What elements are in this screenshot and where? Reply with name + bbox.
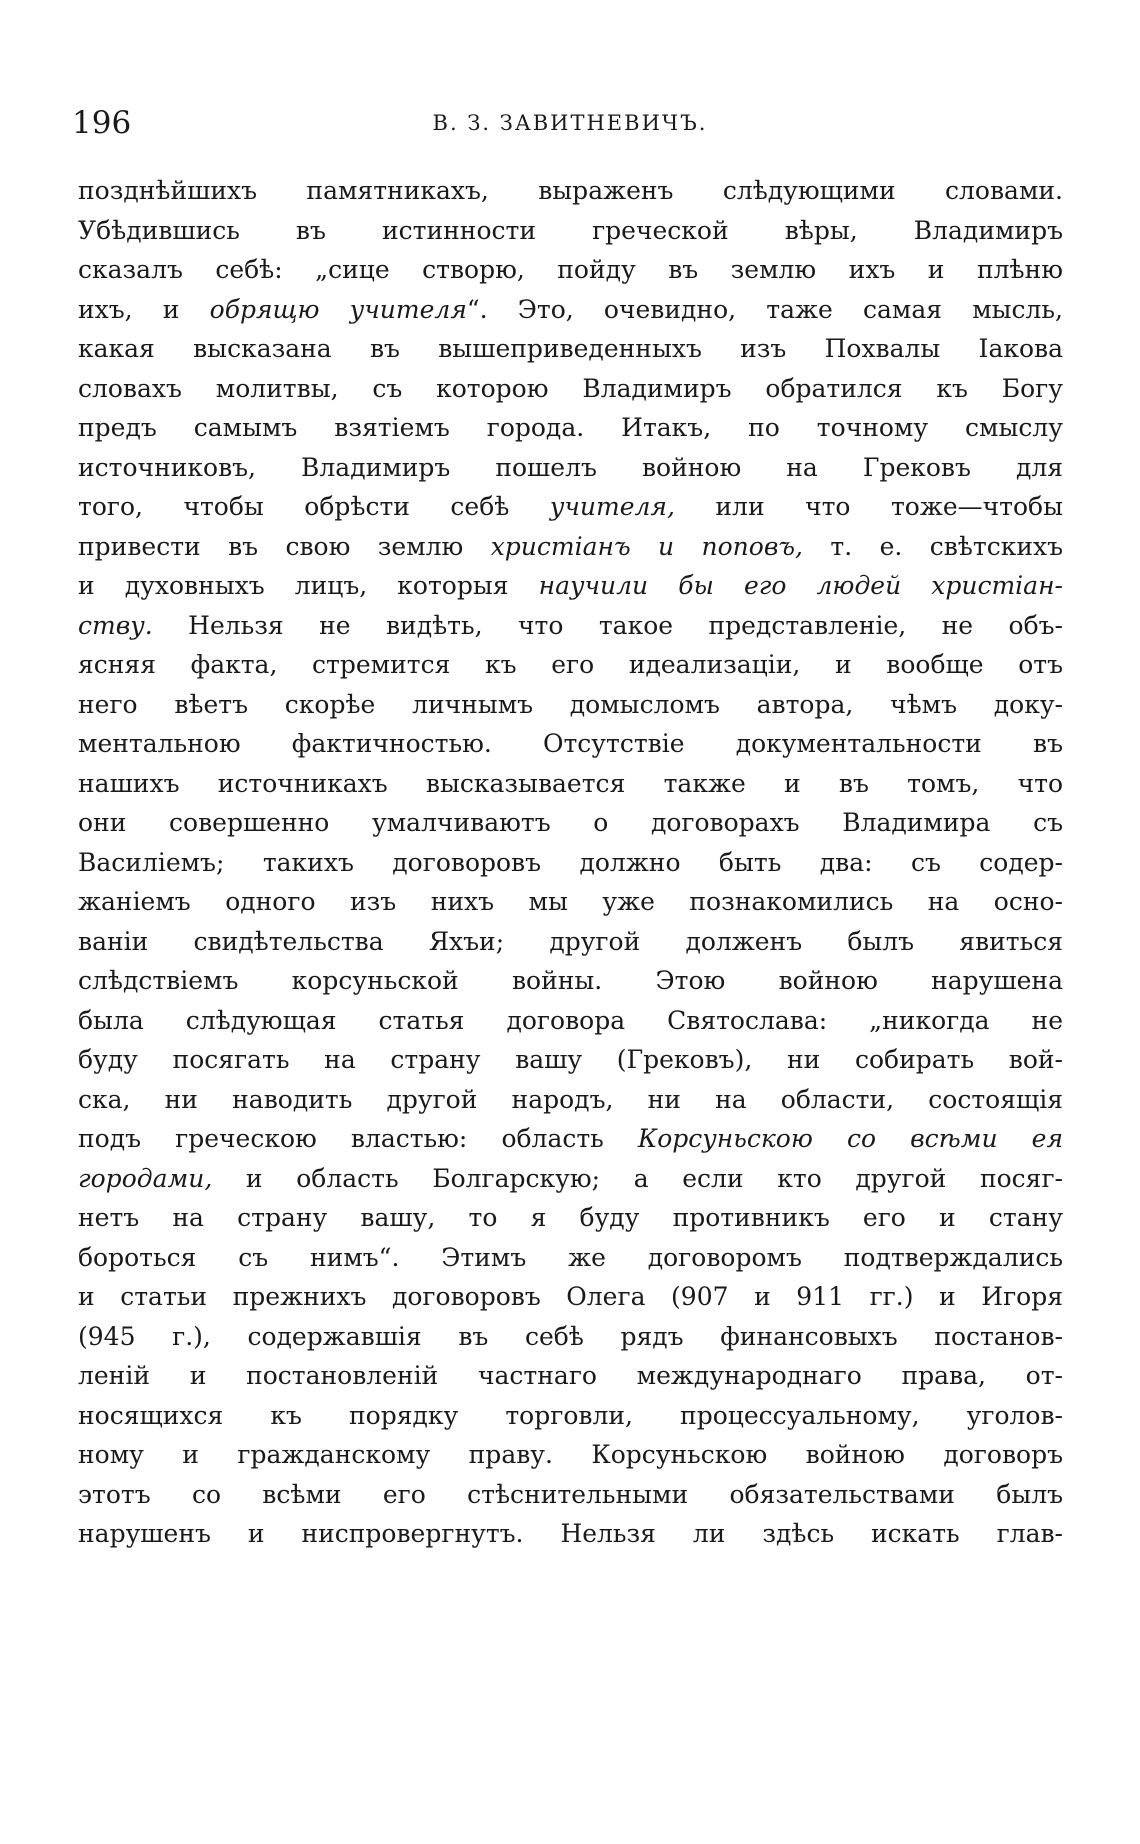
line-text: Убѣдившись въ истинности греческой вѣры, Владимиръ (78, 215, 1063, 245)
line-text: слѣдствіемъ корсуньской войны. Этою войною нарушена (78, 966, 1063, 995)
text-line (78, 645, 1063, 685)
line-text: нарушенъ и ниспровергнутъ. Нельзя ли здѣсь искать глав- (78, 1519, 1063, 1548)
line-text: Василіемъ; такихъ договоровъ должно быть два: съ содер- (78, 847, 1063, 877)
line-text-pre: привести въ свою землю (78, 531, 491, 561)
running-title: В. З. ЗАВИТНЕВИЧЪ. (432, 111, 708, 135)
line-text: источниковъ, Владимиръ пошелъ войною на Грековъ для (78, 452, 1063, 482)
text-line (78, 566, 1063, 606)
line-text: ментальною фактичностью. Отсутствіе документальности въ (78, 729, 1063, 758)
text-line (78, 606, 1063, 646)
text-line (78, 408, 1063, 448)
body-text (78, 171, 1063, 1554)
text-line (78, 1238, 1063, 1278)
line-text: какая высказана въ вышеприведенныхъ изъ Похвалы Іакова (78, 334, 1063, 363)
line-text: буду посягать на страну вашу (Грековъ), ни собирать вой- (78, 1045, 1063, 1074)
line-text-post: “. Это, очевидно, таже самая мысль, (466, 294, 1063, 324)
line-text: они совершенно умалчиваютъ о договорахъ Владимира съ (78, 808, 1063, 837)
line-text: носящихся къ порядку торговли, процессуальному, уголов- (78, 1400, 1063, 1430)
text-line (78, 803, 1063, 843)
text-line (78, 1356, 1063, 1396)
text-line (78, 961, 1063, 1001)
text-line (78, 882, 1063, 922)
running-header (0, 103, 1140, 143)
line-text: (945 г.), содержавшія въ себѣ рядъ финансовыхъ постанов- (78, 1321, 1063, 1351)
text-line (78, 290, 1063, 330)
line-text-post: или что тоже—чтобы (674, 492, 1063, 521)
line-text: предъ самымъ взятіемъ города. Итакъ, по точному смыслу (78, 413, 1063, 442)
line-text-pre: подъ греческою властью: область (78, 1124, 638, 1153)
line-text: словахъ молитвы, съ которою Владимиръ обратился къ Богу (78, 373, 1063, 403)
text-line (78, 527, 1063, 567)
text-line (78, 1396, 1063, 1436)
line-text: ясняя факта, стремится къ его идеализаціи, и вообще отъ (78, 650, 1063, 679)
page-number: 196 (72, 105, 132, 141)
text-line (78, 1119, 1063, 1159)
line-text: ному и гражданскому праву. Корсуньскою войною договоръ (78, 1440, 1063, 1469)
text-line (78, 171, 1063, 211)
text-line (78, 1475, 1063, 1515)
text-line (78, 1001, 1063, 1041)
text-line (78, 250, 1063, 290)
line-text: леній и постановленій частнаго международнаго права, от- (78, 1361, 1063, 1390)
text-line (78, 1277, 1063, 1317)
line-text: него вѣетъ скорѣе личнымъ домысломъ автора, чѣмъ доку- (78, 689, 1063, 719)
line-text-italic: научили бы его людей христіан- (538, 571, 1063, 600)
line-text-italic: обрящю учителя (209, 294, 467, 324)
text-line (78, 448, 1063, 488)
text-line (78, 685, 1063, 725)
text-line (78, 1159, 1063, 1199)
line-text: этотъ со всѣми его стѣснительными обязательствами былъ (78, 1479, 1063, 1509)
text-line (78, 1435, 1063, 1475)
line-text: была слѣдующая статья договора Святослава: „никогда не (78, 1005, 1063, 1035)
line-text-pre: ихъ, и (78, 294, 210, 324)
text-line (78, 843, 1063, 883)
line-text: ваніи свидѣтельства Яхъи; другой долженъ былъ явиться (78, 926, 1063, 956)
line-text: бороться съ нимъ“. Этимъ же договоромъ подтверждались (78, 1242, 1063, 1272)
line-text-pre: и духовныхъ лицъ, которыя (78, 571, 539, 600)
line-text-italic: учителя, (549, 492, 675, 521)
text-line (78, 1514, 1063, 1554)
line-text: ска, ни наводить другой народъ, ни на области, состоящія (78, 1084, 1063, 1114)
line-text: нашихъ источникахъ высказывается также и въ томъ, что (78, 768, 1063, 798)
text-line (78, 1317, 1063, 1357)
line-text: сказалъ себѣ: „сице створю, пойду въ землю ихъ и плѣню (78, 255, 1063, 284)
line-text-italic: Корсуньскою со всѣми ея (637, 1124, 1063, 1153)
text-line (78, 211, 1063, 251)
text-line (78, 1080, 1063, 1120)
text-line (78, 369, 1063, 409)
line-text-post: т. е. свѣтскихъ (803, 531, 1063, 561)
text-line (78, 487, 1063, 527)
text-line (78, 1040, 1063, 1080)
line-text: и статьи прежнихъ договоровъ Олега (907 и 911 гг.) и Игоря (78, 1282, 1063, 1311)
text-line (78, 724, 1063, 764)
line-text: позднѣйшихъ памятникахъ, выраженъ слѣдующими словами. (78, 176, 1063, 205)
line-text-post: Нельзя не видѣть, что такое представленіе, не объ- (152, 610, 1063, 640)
line-text-italic: городами, (78, 1163, 213, 1193)
line-text-post: и область Болгарскую; а если кто другой посяг- (212, 1163, 1063, 1193)
line-text-italic: ству. (78, 610, 153, 640)
line-text-pre: того, чтобы обрѣсти себѣ (78, 492, 550, 521)
line-text-italic: христіанъ и поповъ, (490, 531, 803, 561)
text-line (78, 764, 1063, 804)
text-line (78, 1198, 1063, 1238)
text-line (78, 922, 1063, 962)
text-line (78, 329, 1063, 369)
line-text: жаніемъ одного изъ нихъ мы уже познакомились на осно- (78, 887, 1063, 916)
line-text: нетъ на страну вашу, то я буду противникъ его и стану (78, 1203, 1063, 1232)
